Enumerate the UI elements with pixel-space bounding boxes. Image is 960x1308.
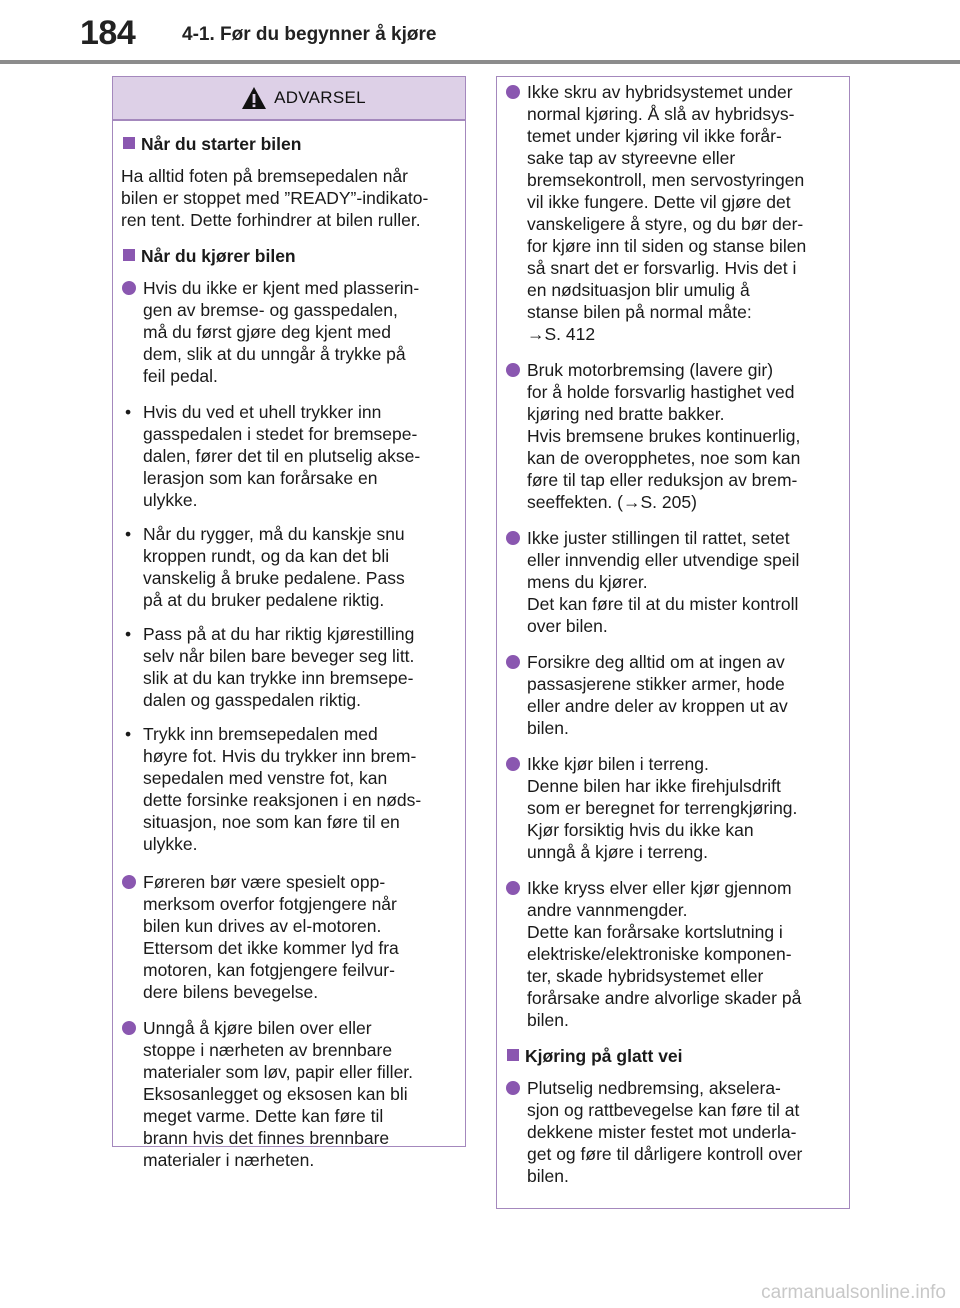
text-line: Ikke kryss elver eller kjør gjennom — [527, 878, 792, 898]
text-line: dalen, fører det til en plutselig akse- — [143, 445, 421, 466]
text-line: slik at du kan trykke inn bremsepe- — [143, 667, 414, 688]
sub-list-item — [121, 723, 457, 855]
text-line: brann hvis det finnes brennbare — [143, 1127, 390, 1148]
circle-bullet-icon — [506, 757, 520, 771]
section-heading: Når du kjører bilen — [121, 245, 457, 267]
list-item — [505, 651, 841, 739]
text-line: motoren, kan fotgjengere feilvur- — [143, 959, 395, 980]
text-line: på at du bruker pedalene riktig. — [143, 589, 385, 610]
text-line: Ettersom det ikke kommer lyd fra — [143, 937, 399, 958]
text-line: Plutselig nedbremsing, akselera- — [527, 1078, 781, 1098]
text-line: get og føre til dårligere kontroll over — [527, 1144, 803, 1164]
text-line: ter, skade hybridsystemet eller — [527, 966, 764, 986]
warning-box-continued — [496, 76, 850, 1209]
text-line: over bilen. — [527, 616, 608, 636]
text-line: Når du rygger, må du kanskje snu — [143, 523, 405, 544]
dot-bullet-icon: • — [125, 523, 132, 544]
text-line: Eksosanlegget og eksosen kan bli — [143, 1083, 408, 1104]
text-line: bilen er stoppet med ”READY”-indikato- — [121, 187, 429, 208]
text-line: andre vannmengder. — [527, 900, 688, 920]
text-line: elektriske/elektroniske komponen- — [527, 944, 792, 964]
text-line: mens du kjører. — [527, 572, 648, 592]
sub-list-item — [121, 401, 457, 511]
circle-bullet-icon — [506, 1081, 520, 1095]
text-line: ren tent. Dette forhindrer at bilen ruller. — [121, 209, 421, 230]
text-line: →S. 412 — [527, 324, 596, 344]
circle-bullet-icon — [506, 85, 520, 99]
text-line: som er beregnet for terrengkjøring. — [527, 798, 798, 818]
text-line: dekkene mister festet mot underla- — [527, 1122, 797, 1142]
text-line: Hvis bremsene brukes kontinuerlig, — [527, 426, 801, 446]
text-line: Hvis du ikke er kjent med plasserin- — [143, 277, 420, 298]
list-item — [505, 1077, 841, 1187]
warning-box — [112, 76, 466, 1170]
text-line: vil ikke fungere. Dette vil gjøre det — [527, 192, 791, 212]
text-line: selv når bilen bare beveger seg litt. — [143, 645, 415, 666]
text-line: kjøring ned bratte bakker. — [527, 404, 725, 424]
text-line: Trykk inn bremsepedalen med — [143, 723, 378, 744]
text-line: så snart det er forsvarlig. Hvis det i — [527, 258, 797, 278]
text-line: Ha alltid foten på bremsepedalen når — [121, 165, 408, 186]
text-line: kan de overopphetes, noe som kan — [527, 448, 801, 468]
page-number: 184 — [80, 14, 136, 52]
text-line: eller andre deler av kroppen ut av — [527, 696, 788, 716]
text-line: Det kan føre til at du mister kontroll — [527, 594, 799, 614]
text-line: sepedalen med venstre fot, kan — [143, 767, 388, 788]
text-line: Forsikre deg alltid om at ingen av — [527, 652, 785, 672]
list-item — [505, 81, 841, 345]
text-line: må du først gjøre deg kjent med — [143, 321, 392, 342]
text-line: merksom overfor fotgjengere når — [143, 893, 397, 914]
chapter-title: 4-1. Før du begynner å kjøre — [182, 24, 437, 45]
text-line: temet under kjøring vil ikke forår- — [527, 126, 782, 146]
list-item — [505, 877, 841, 1031]
warning-triangle-icon — [241, 86, 267, 110]
list-item — [505, 753, 841, 863]
text-line: vanskelig å bruke pedalene. Pass — [143, 567, 405, 588]
text-line: lerasjon som kan forårsake en — [143, 467, 378, 488]
dot-bullet-icon: • — [125, 401, 132, 422]
circle-bullet-icon — [122, 281, 136, 295]
text-line: materialer som løv, papir eller filler. — [143, 1061, 414, 1082]
text-line: Dette kan forårsake kortslutning i — [527, 922, 783, 942]
sub-list-item — [121, 523, 457, 611]
text-line: sake tap av styreevne eller — [527, 148, 736, 168]
text-line: gasspedalen i stedet for bremsepe- — [143, 423, 418, 444]
text-line: dere bilens bevegelse. — [143, 981, 319, 1002]
section-heading: Når du starter bilen — [121, 133, 457, 155]
warning-content — [497, 77, 849, 1187]
warning-header — [113, 77, 465, 119]
text-line: en nødsituasjon blir umulig å — [527, 280, 750, 300]
square-bullet-icon — [123, 137, 135, 149]
text-line: materialer i nærheten. — [143, 1149, 315, 1170]
header-rule — [0, 60, 960, 64]
text-line: forårsake andre alvorlige skader på — [527, 988, 802, 1008]
sub-list-item — [121, 623, 457, 711]
text-line: Ikke skru av hybridsystemet under — [527, 82, 793, 102]
dot-bullet-icon: • — [125, 623, 132, 644]
text-line: bilen. — [527, 1010, 569, 1030]
circle-bullet-icon — [506, 363, 520, 377]
text-line: Kjør forsiktig hvis du ikke kan — [527, 820, 754, 840]
circle-bullet-icon — [122, 875, 136, 889]
text-line: sjon og rattbevegelse kan føre til at — [527, 1100, 800, 1120]
text-line: feil pedal. — [143, 365, 218, 386]
text-line: for å holde forsvarlig hastighet ved — [527, 382, 795, 402]
text-line: ulykke. — [143, 833, 198, 854]
text-line: bilen kun drives av el-motoren. — [143, 915, 382, 936]
circle-bullet-icon — [506, 881, 520, 895]
text-line: kroppen rundt, og da kan det bli — [143, 545, 390, 566]
text-line: Ikke juster stillingen til rattet, setet — [527, 528, 790, 548]
text-line: gen av bremse- og gasspedalen, — [143, 299, 398, 320]
watermark: carmanualsonline.info — [761, 1282, 946, 1303]
text-line: passasjerene stikker armer, hode — [527, 674, 785, 694]
list-item — [121, 871, 457, 1003]
page-header — [0, 0, 960, 64]
text-line: bilen. — [527, 1166, 569, 1186]
list-item — [121, 277, 457, 387]
text-line: situasjon, noe som kan føre til en — [143, 811, 400, 832]
text-line: Bruk motorbremsing (lavere gir) — [527, 360, 774, 380]
text-line: meget varme. Dette kan føre til — [143, 1105, 384, 1126]
list-item — [505, 527, 841, 637]
circle-bullet-icon — [122, 1021, 136, 1035]
text-line: Pass på at du har riktig kjørestilling — [143, 623, 415, 644]
text-line: normal kjøring. Å slå av hybridsys- — [527, 104, 795, 124]
square-bullet-icon — [123, 249, 135, 261]
text-line: stoppe i nærheten av brennbare — [143, 1039, 393, 1060]
text-line: ulykke. — [143, 489, 198, 510]
section-heading: Kjøring på glatt vei — [505, 1045, 841, 1067]
text-line: vanskeligere å styre, og du bør der- — [527, 214, 804, 234]
text-line: dalen og gasspedalen riktig. — [143, 689, 361, 710]
circle-bullet-icon — [506, 655, 520, 669]
list-item — [505, 359, 841, 513]
circle-bullet-icon — [506, 531, 520, 545]
square-bullet-icon — [507, 1049, 519, 1061]
warning-content — [113, 121, 465, 1171]
text-line: unngå å kjøre i terreng. — [527, 842, 708, 862]
dot-bullet-icon: • — [125, 723, 132, 744]
text-line: stanse bilen på normal måte: — [527, 302, 752, 322]
text-line: dette forsinke reaksjonen i en nøds- — [143, 789, 422, 810]
text-line: bremsekontroll, men servostyringen — [527, 170, 805, 190]
list-item — [121, 1017, 457, 1171]
text-line: for kjøre inn til siden og stanse bilen — [527, 236, 807, 256]
text-line: eller innvendig eller utvendige speil — [527, 550, 800, 570]
paragraph — [121, 165, 457, 231]
text-line: høyre fot. Hvis du trykker inn brem- — [143, 745, 417, 766]
text-line: føre til tap eller reduksjon av brem- — [527, 470, 798, 490]
text-line: Ikke kjør bilen i terreng. — [527, 754, 709, 774]
warning-title: ADVARSEL — [274, 88, 366, 107]
text-line: seeffekten. (→S. 205) — [527, 492, 697, 512]
text-line: Hvis du ved et uhell trykker inn — [143, 401, 382, 422]
text-line: Unngå å kjøre bilen over eller — [143, 1017, 372, 1038]
text-line: dem, slik at du unngår å trykke på — [143, 343, 406, 364]
text-line: Denne bilen har ikke firehjulsdrift — [527, 776, 781, 796]
text-line: bilen. — [527, 718, 569, 738]
text-line: Føreren bør være spesielt opp- — [143, 871, 386, 892]
